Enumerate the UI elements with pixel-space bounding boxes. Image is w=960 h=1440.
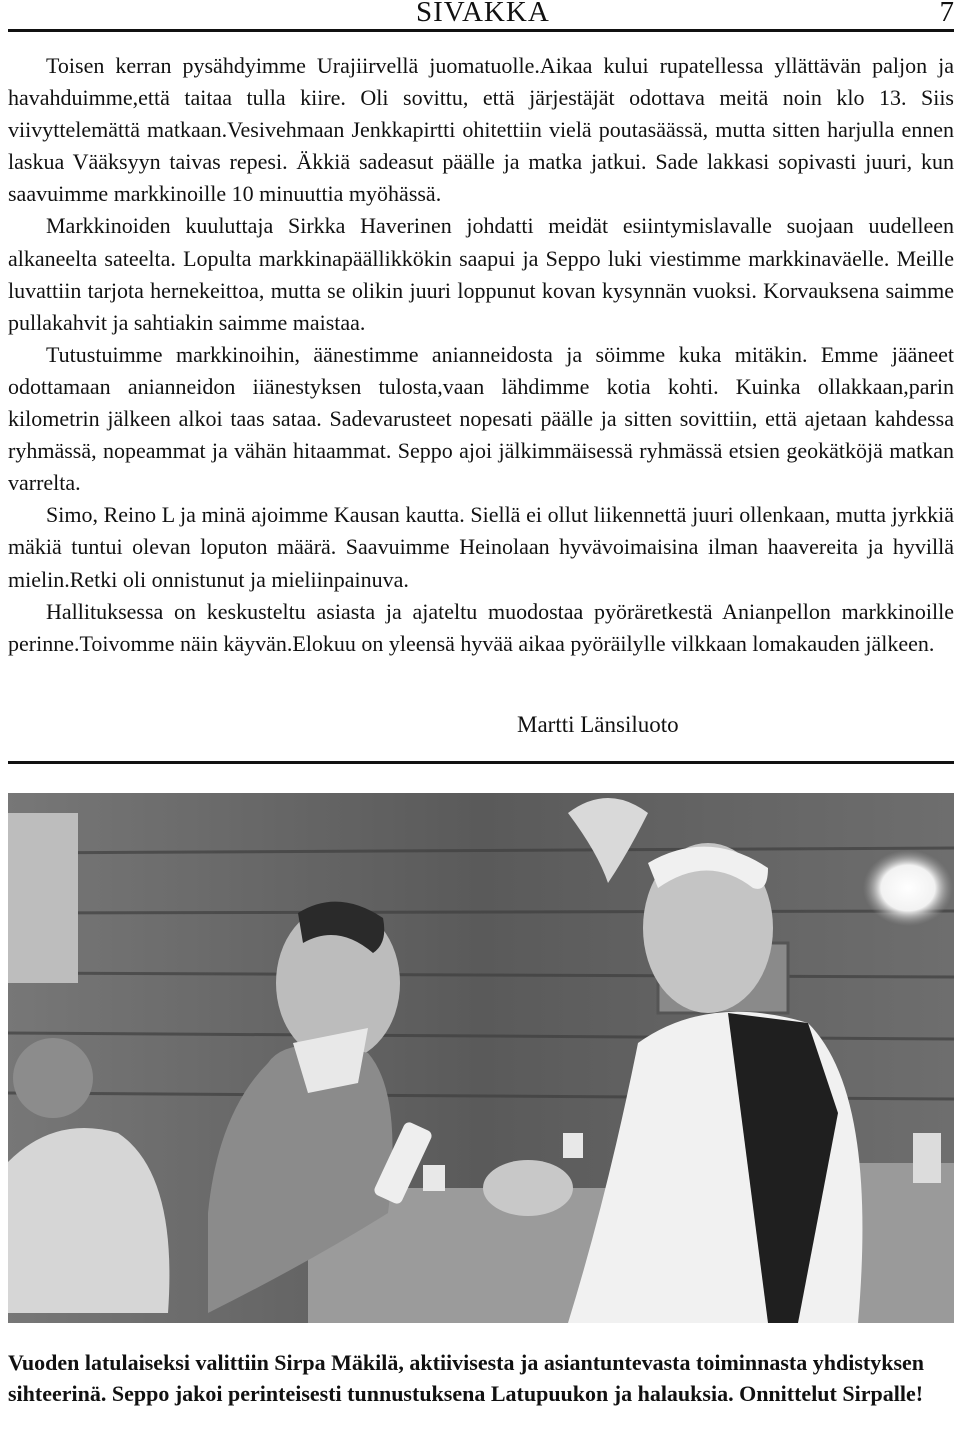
award-photo [8, 793, 954, 1323]
photo-caption: Vuoden latulaiseksi valittiin Sirpa Mäkilä, aktiivisesta ja asiantuntevasta toiminnasta yhdistyksen sihteerinä. Seppo jakoi perinteisesti tunnustuksena Latupuukon ja halauksia. Onnittelut Sirpalle! [8, 1350, 925, 1406]
header-divider [8, 29, 954, 32]
article-body [8, 50, 954, 660]
article-paragraph: Hallituksessa on keskusteltu asiasta ja ajateltu muodostaa pyöräretkestä Anianpellon markkinoille perinne.Toivomme näin käyvän.Elokuu on yleensä hyvää aikaa pyöräilylle vilkkaan lomakauden jälkeen. [8, 598, 954, 656]
author-signature: Martti Länsiluoto [517, 712, 679, 737]
newsletter-title: SIVAKKA [416, 0, 550, 28]
article-paragraph: Tutustuimme markkinoihin, äänestimme anianneidosta ja söimme kuka mitäkin. Emme jääneet odottamaan anianneidon iiänestyksen tulosta,vaan lähdimme kotia kohti. Kuinka ollakkaan,parin kilometrin jälkeen alkoi taas sataa. Sadevarusteet nopesati päälle ja sitten sovittiin, että ajetaan kahdessa ryhmässä, nopeammat ja vähän hitaammat. Seppo ajoi jälkimmäisessä ryhmässä etsien geokätköjä matkan varrelta. [8, 341, 954, 496]
article-paragraph: Simo, Reino L ja minä ajoimme Kausan kautta. Siellä ei ollut liikennettä juuri ollenkaan, mutta jyrkkiä mäkiä tuntui olevan loputon määrä. Saavuimme Heinolaan hyvävoimaisina ilman haavereita ja hyvillä mielin.Retki oli onnistunut ja mieliinpainuva. [8, 502, 954, 592]
section-divider [8, 761, 954, 764]
photo-icon [8, 793, 954, 1323]
article-paragraph: Markkinoiden kuuluttaja Sirkka Haverinen johdatti meidät esiintymislavalle suojaan uudelleen alkaneelta sateelta. Lopulta markkinapäällikkökin saapui ja Seppo luki viestimme markkinaväelle. Meille luvattiin tarjota hernekeittoa, mutta se olikin juuri loppunut kovan kysynnän vuoksi. Korvauksena saimme pullakahvit ja sahtiakin saimme maistaa. [8, 213, 954, 335]
page-header [8, 0, 954, 36]
article-paragraph: Toisen kerran pysähdyimme Urajiirvellä juomatuolle.Aikaa kului rupatellessa yllättävän paljon ja havahduimme,että taitaa tulla kiire. Oli sovittu, että järjestäjät odottava meitä noin klo 13. Siis viivyttelemättä matkaan.Vesivehmaan Jenkkapirtti ohitettiin vielä poutasäässä, mutta sitten harjulla ennen laskua Vääksyyn taivas repesi. Äkkiä sadeasut päälle ja matka jatkui. Sade lakkasi sopivasti juuri, kun saavuimme markkinoille 10 minuuttia myöhässä. [8, 53, 954, 207]
page-number: 7 [939, 0, 954, 28]
